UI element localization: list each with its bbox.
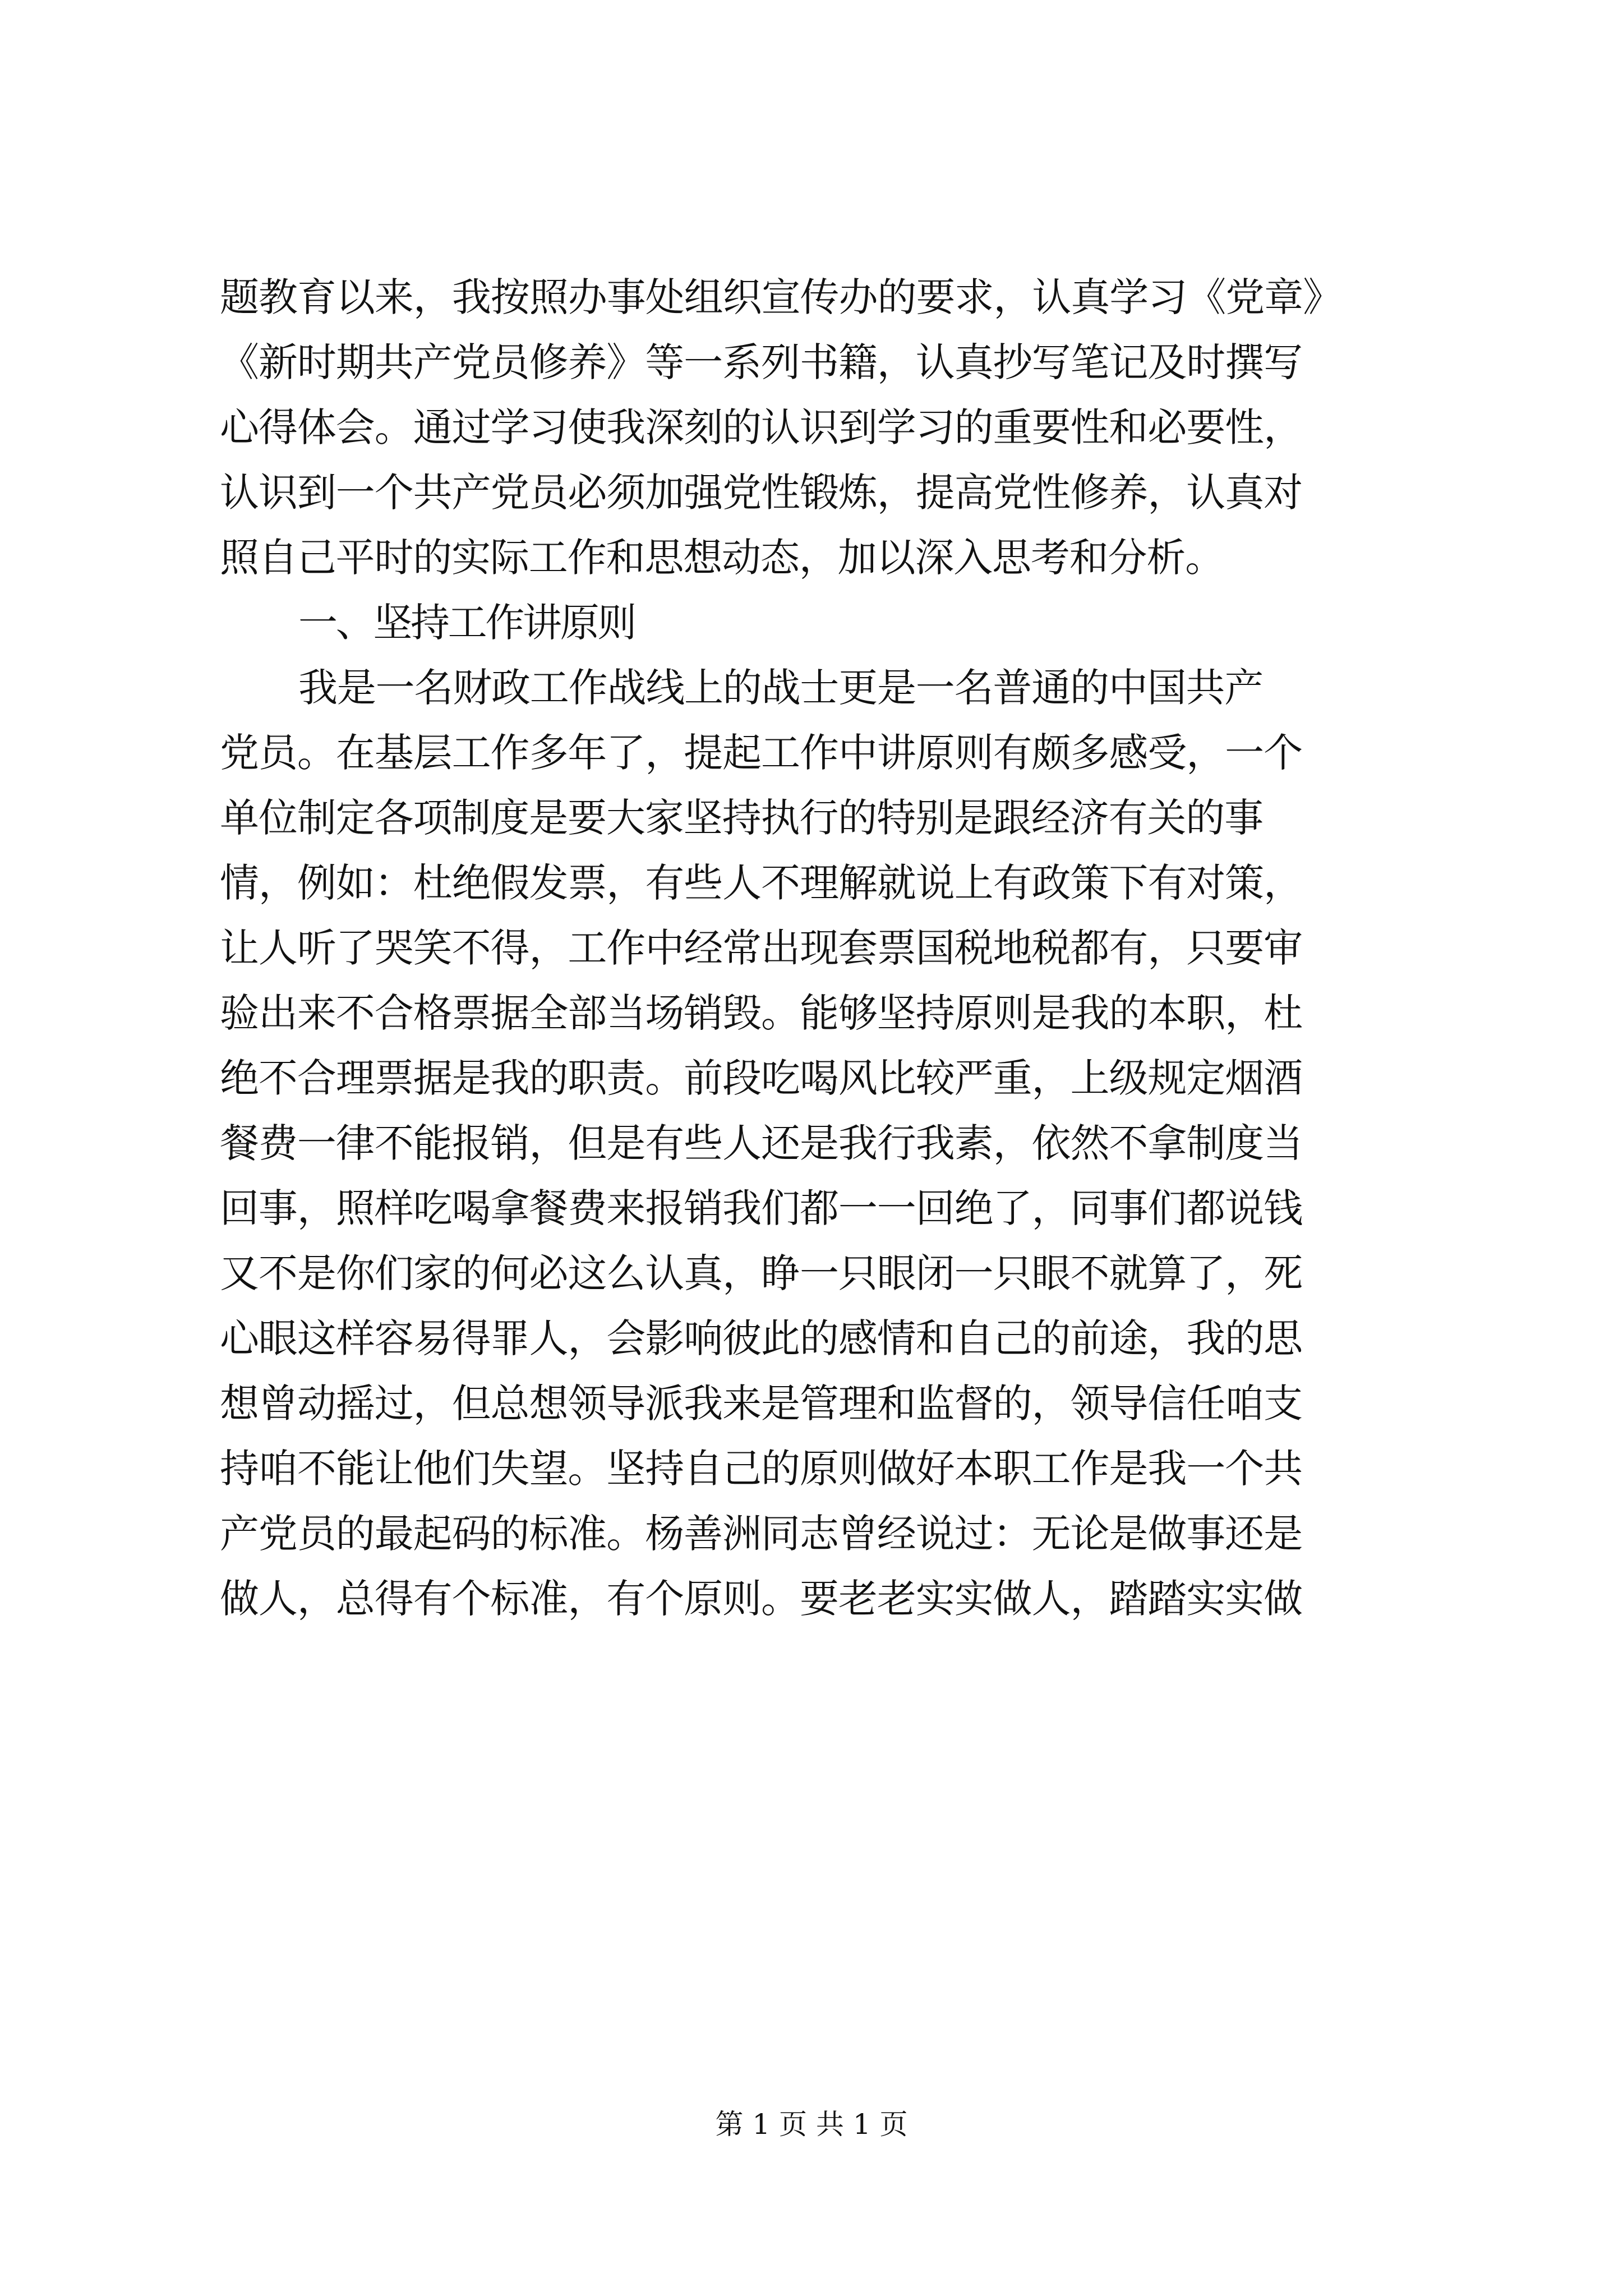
text-line: 照自己平时的实际工作和思想动态，加以深入思考和分析。: [220, 535, 1224, 581]
text-line: 党员。在基层工作多年了，提起工作中讲原则有颇多感受，一个: [220, 730, 1303, 776]
text-line: 验出来不合格票据全部当场销毁。能够坚持原则是我的本职，杜: [220, 990, 1303, 1036]
text-line: 单位制定各项制度是要大家坚持执行的特别是跟经济有关的事: [220, 795, 1264, 841]
text-line: 又不是你们家的何必这么认真，睁一只眼闭一只眼不就算了，死: [220, 1250, 1303, 1296]
text-line: 情，例如：杜绝假发票，有些人不理解就说上有政策下有对策，: [220, 860, 1303, 906]
text-line: 让人听了哭笑不得，工作中经常出现套票国税地税都有，只要审: [220, 925, 1303, 971]
text-line: 想曾动摇过，但总想领导派我来是管理和监督的，领导信任咱支: [220, 1381, 1303, 1427]
text-line: 绝不合理票据是我的职责。前段吃喝风比较严重，上级规定烟酒: [220, 1055, 1303, 1101]
document-body: [220, 265, 1420, 1631]
text-line: 持咱不能让他们失望。坚持自己的原则做好本职工作是我一个共: [220, 1446, 1303, 1492]
text-line: 回事，照样吃喝拿餐费来报销我们都一一回绝了，同事们都说钱: [220, 1185, 1303, 1231]
page-footer: 第 1 页 共 1 页: [715, 2108, 908, 2141]
text-line: 《新时期共产党员修养》等一系列书籍，认真抄写笔记及时撰写: [220, 339, 1303, 385]
text-line: 我是一名财政工作战线上的战士更是一名普通的中国共产: [298, 665, 1263, 711]
text-line: 做人，总得有个标准，有个原则。要老老实实做人，踏踏实实做: [220, 1576, 1303, 1622]
text-line: 心得体会。通过学习使我深刻的认识到学习的重要性和必要性，: [220, 404, 1303, 450]
text-line: 一、坚持工作讲原则: [298, 600, 635, 646]
text-line: 认识到一个共产党员必须加强党性锻炼，提高党性修养，认真对: [220, 470, 1303, 516]
text-line: 心眼这样容易得罪人，会影响彼此的感情和自己的前途，我的思: [220, 1315, 1303, 1361]
text-line: 餐费一律不能报销，但是有些人还是我行我素，依然不拿制度当: [220, 1120, 1303, 1166]
text-line: 产党员的最起码的标准。杨善洲同志曾经说过：无论是做事还是: [220, 1511, 1303, 1557]
text-line: 题教育以来，我按照办事处组织宣传办的要求，认真学习《党章》: [220, 274, 1342, 320]
